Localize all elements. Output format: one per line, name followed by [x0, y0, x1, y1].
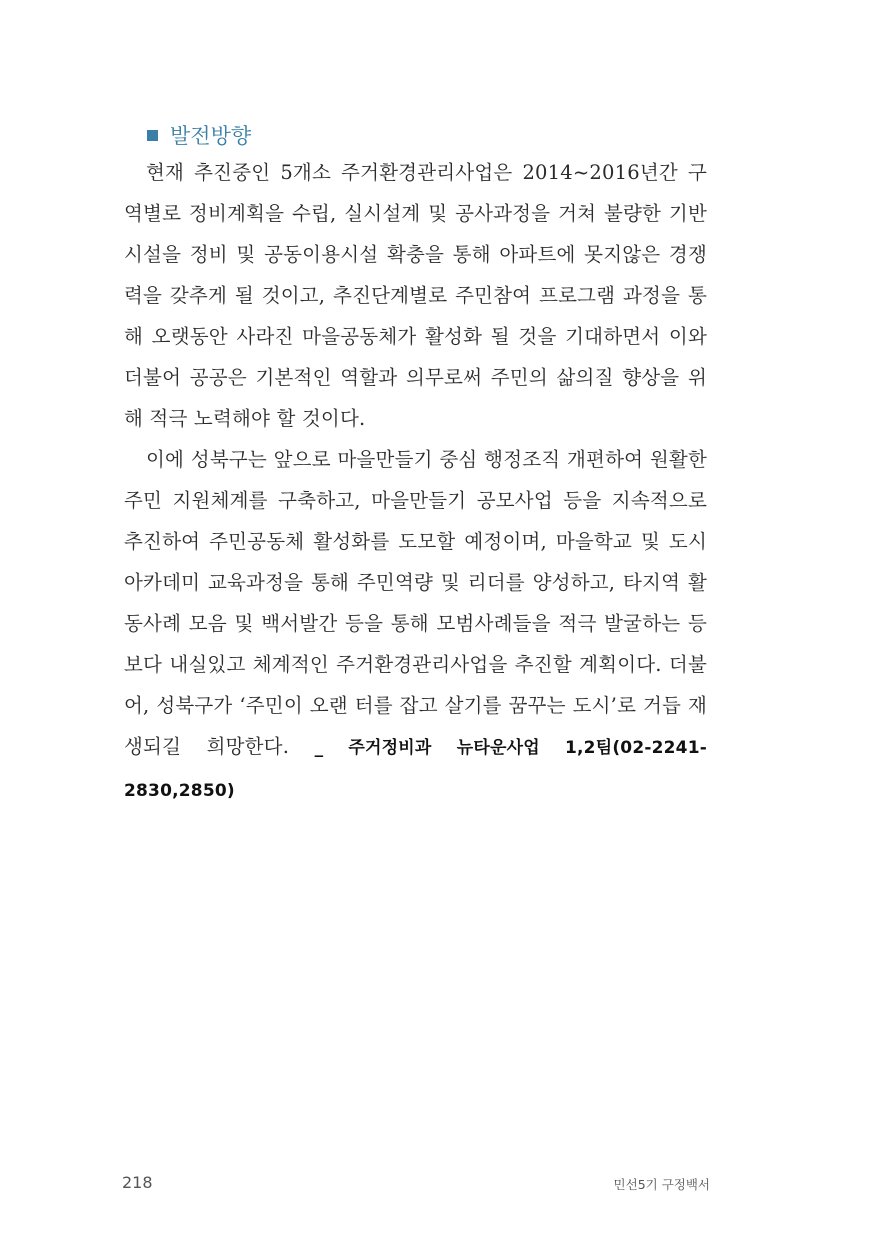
square-bullet-icon: [147, 130, 158, 141]
department-credit: _ 주거정비과 뉴타운사업 1,2팀(02-2241-2830,2850): [124, 738, 707, 801]
body-text: [124, 152, 707, 812]
paragraph-1: 현재 추진중인 5개소 주거환경관리사업은 2014~2016년간 구역별로 정비계획을 수립, 실시설계 및 공사과정을 거쳐 불량한 기반시설을 정비 및 공동이용시설 확충을 통해 아파트에 못지않은 경쟁력을 갖추게 될 것이고, 추진단계별로 주민참여 프로그램 과정을 통해 오랫동안 사라진 마을공동체가 활성화 될 것을 기대하면서 이와 더불어 공공은 기본적인 역할과 의무로써 주민의 삶의질 향상을 위해 적극 노력해야 할 것이다.: [124, 161, 707, 430]
paragraph-2-text: 이에 성북구는 앞으로 마을만들기 중심 행정조직 개편하여 원활한 주민 지원체계를 구축하고, 마을만들기 공모사업 등을 지속적으로 추진하여 주민공동체 활성화를 도모할 예정이며, 마을학교 및 도시아카데미 교육과정을 통해 주민역량 및 리더를 양성하고, 타지역 활동사례 모음 및 백서발간 등을 통해 모범사례들을 적극 발굴하는 등 보다 내실있고 체계적인 주거환경관리사업을 추진할 계획이다. 더불어, 성북구가 ‘주민이 오랜 터를 잡고 살기를 꿈꾸는 도시’로 거듭 재생되길 희망한다.: [124, 448, 707, 758]
page-number: 218: [122, 1173, 153, 1192]
footer-book-title: 민선5기 구정백서: [613, 1177, 710, 1192]
section-heading-text: 발전방향: [170, 124, 252, 148]
paragraph-2: [124, 439, 707, 812]
section-heading: [147, 120, 251, 150]
